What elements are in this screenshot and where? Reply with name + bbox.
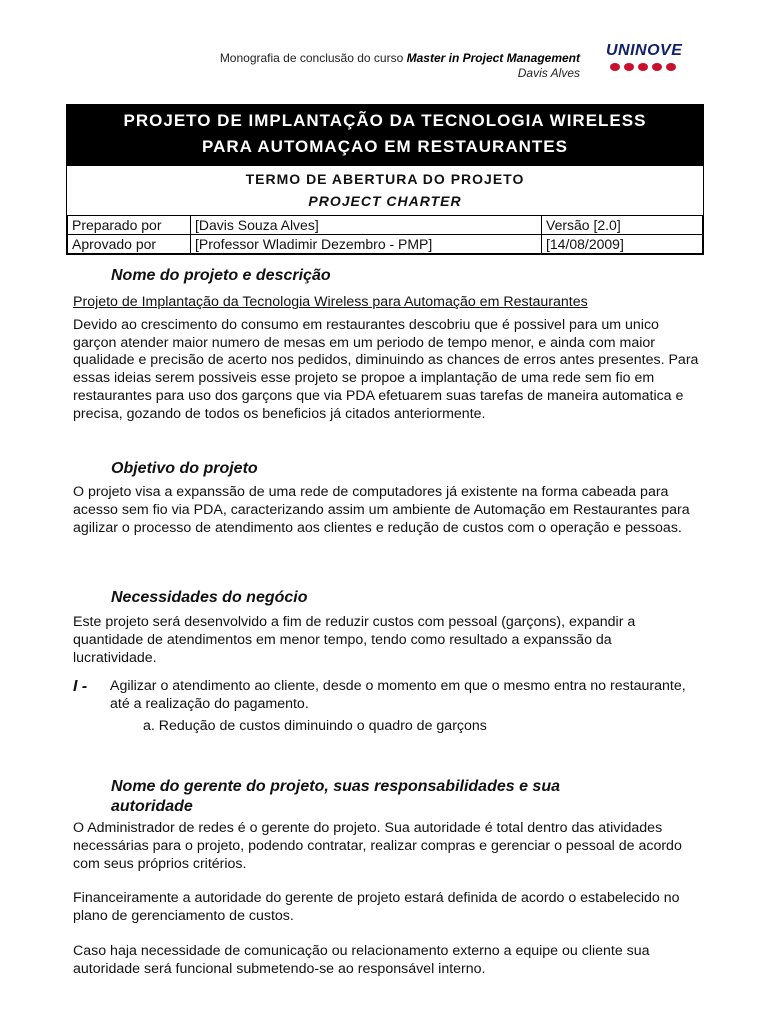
section-heading-line1: Nome do gerente do projeto, suas responsabilidades e sua xyxy=(111,778,560,795)
meta-value: [Davis Souza Alves] xyxy=(191,216,542,235)
project-title-line2: PARA AUTOMAÇAO EM RESTAURANTES xyxy=(202,137,568,156)
section-heading: Necessidades do negócio xyxy=(111,589,308,606)
meta-table xyxy=(67,215,703,254)
logo-dots xyxy=(610,63,676,71)
section-heading: Nome do projeto e descrição xyxy=(111,267,331,284)
meta-label: Preparado por xyxy=(68,216,191,235)
section-heading xyxy=(73,777,699,817)
header-lead: Monografia de conclusão do curso xyxy=(219,51,404,65)
header-course: Master in Project Management xyxy=(406,51,580,65)
section-body: O Administrador de redes é o gerente do projeto. Sua autoridade é total dentro das atividades necessárias para o projeto, podendo contratar, realizar compras e gerenciar o pessoal de acordo com seus próprios critérios. xyxy=(73,820,682,872)
section-body: Este projeto será desenvolvido a fim de reduzir custos com pessoal (garçons), expandir a quantidade de atendimentos em menor tempo, tendo como resultado a expanssão da lucratividade. xyxy=(73,614,636,666)
section-objective xyxy=(73,459,699,537)
section-business-needs xyxy=(73,588,699,736)
header-author: Davis Alves xyxy=(517,66,580,80)
project-subtitle: Projeto de Implantação da Tecnologia Wireless para Automação em Restaurantes xyxy=(73,294,588,310)
list-item-text: Agilizar o atendimento ao cliente, desde o momento em que o mesmo entra no restaurante, até a realização do pagamento. xyxy=(110,678,686,713)
section-body: Caso haja necessidade de comunicação ou relacionamento externo a equipe ou cliente sua autoridade será funcional submetendo-se ao responsável interno. xyxy=(73,942,650,977)
section-heading-line2: autoridade xyxy=(111,798,193,815)
title-box xyxy=(66,104,704,255)
charter-title-en: PROJECT CHARTER xyxy=(308,193,462,209)
table-row xyxy=(68,216,703,235)
charter-title-pt: TERMO DE ABERTURA DO PROJETO xyxy=(245,171,525,187)
table-row xyxy=(68,235,703,254)
sub-list-item: a. Redução de custos diminuindo o quadro de garçons xyxy=(143,717,487,734)
charter-title xyxy=(67,165,703,215)
meta-value: [Professor Wladimir Dezembro - PMP] xyxy=(191,235,542,254)
project-title xyxy=(67,105,703,165)
meta-extra: Versão [2.0] xyxy=(542,216,703,235)
list-item-number: I - xyxy=(73,678,88,696)
page-header-note xyxy=(160,51,580,81)
uninove-logo xyxy=(600,38,692,82)
meta-extra: [14/08/2009] xyxy=(542,235,703,254)
section-manager xyxy=(73,777,699,979)
section-project-name xyxy=(73,266,699,424)
meta-label: Aprovado por xyxy=(68,235,191,254)
list-item xyxy=(73,678,699,714)
logo-text: UNINOVE xyxy=(606,42,683,59)
section-heading: Objetivo do projeto xyxy=(111,460,258,477)
section-body: Devido ao crescimento do consumo em restaurantes descobriu que é possivel para um unico garçon atender maior numero de mesas em um periodo de tempo menor, e ainda com maior qualidade e precisão de acerto nos pedidos, diminuindo as chances de erros antes presentes. Para essas ideias serem possiveis esse projeto se propoe a implantação de uma rede sem fio em restaurantes para uso dos garçons que via PDA efetuarem suas tarefas de maneira automatica e precisa, gozando de todos os beneficios já citados anteriormente. xyxy=(73,316,699,422)
project-title-line1: PROJETO DE IMPLANTAÇÃO DA TECNOLOGIA WIRELESS xyxy=(123,111,647,130)
section-body: Financeiramente a autoridade do gerente de projeto estará definida de acordo o estabelecido no plano de gerenciamento de custos. xyxy=(73,890,680,925)
section-body: O projeto visa a expanssão de uma rede de computadores já existente na forma cabeada para acesso sem fio via PDA, caracterizando assim um ambiente de Automação em Restaurantes para agilizar o processo de atendimento aos clientes e redução de custos com o operação e pessoas. xyxy=(73,484,690,536)
